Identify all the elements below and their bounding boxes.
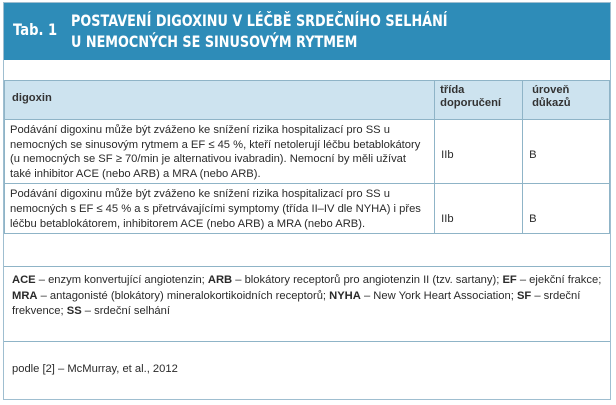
evidence-level: B <box>523 184 610 234</box>
recommendation-class: IIb <box>435 120 523 184</box>
header-row <box>5 81 610 120</box>
abbr-definition: – srdeční frekvence; <box>12 289 581 317</box>
abbreviations-note <box>4 266 610 342</box>
abbr-definition: – New York Heart Association; <box>360 289 517 302</box>
header-level-line-2: důkazů <box>532 97 571 109</box>
abbr-term: ARB <box>207 274 233 286</box>
abbr-term: MRA <box>12 289 38 302</box>
abbr-term: SS <box>66 305 82 317</box>
header-digoxin: digoxin <box>5 81 435 120</box>
table-title-line-1: POSTAVENÍ DIGOXINU V LÉČBĚ SRDEČNÍHO SELHÁNÍ <box>71 11 448 30</box>
recommendation-text: Podávání digoxinu může být zváženo ke snížení rizika hospitalizací pro SS u nemocných s EF ≤ 45 % a s přetrvávajícími symptomy (třída II–IV dle NYHA) i přes léčbu betablokátorem, inhibitorem ACE (nebo ARB) a MRA (nebo ARB). <box>5 184 435 234</box>
abbr-definition: – enzym konvertující angiotenzin; <box>35 274 208 286</box>
recommendation-table <box>4 80 610 234</box>
source-citation: podle [2] – McMurray, et al., 2012 <box>12 363 178 375</box>
abbr-definition: – ejekční frakce; <box>516 274 602 286</box>
abbr-term: NYHA <box>329 289 361 302</box>
evidence-level: B <box>523 120 610 184</box>
table-frame <box>3 2 611 400</box>
abbr-definition: – srdeční selhání <box>81 305 170 317</box>
abbr-definition: – blokátory receptorů pro angiotenzin II (tzv. sartany); <box>232 274 503 286</box>
table-title-line-2: U NEMOCNÝCH SE SINUSOVÝM RYTMEM <box>71 32 358 51</box>
abbr-term: EF <box>502 274 517 286</box>
table-row <box>5 120 610 184</box>
abbr-term: SF <box>516 289 532 302</box>
table-row <box>5 184 610 234</box>
table-title <box>71 10 503 52</box>
abbr-definition: – antagonisté (blokátory) mineralokortikoidních receptorů; <box>37 289 330 302</box>
header-class-line-1: třída <box>440 84 465 96</box>
header-evidence-level <box>523 81 610 120</box>
header-recommendation-class <box>435 81 523 120</box>
recommendation-class: IIb <box>435 184 523 234</box>
table-title-bar <box>4 3 610 60</box>
abbr-term: ACE <box>12 274 36 286</box>
header-level-line-1: úroveň <box>532 84 570 96</box>
header-class-line-2: doporučení <box>440 97 502 109</box>
table-number: Tab. 1 <box>13 20 58 39</box>
recommendation-text: Podávání digoxinu může být zváženo ke snížení rizika hospitalizací pro SS u nemocných se sinusovým rytmem a EF ≤ 45 %, kteří netolerují léčbu betablokátory (u nemocných se SF ≥ 70/min je alternativou ivabradin). Nemocní by měli užívat také inhibitor ACE (nebo ARB) a MRA (nebo ARB). <box>5 120 435 184</box>
